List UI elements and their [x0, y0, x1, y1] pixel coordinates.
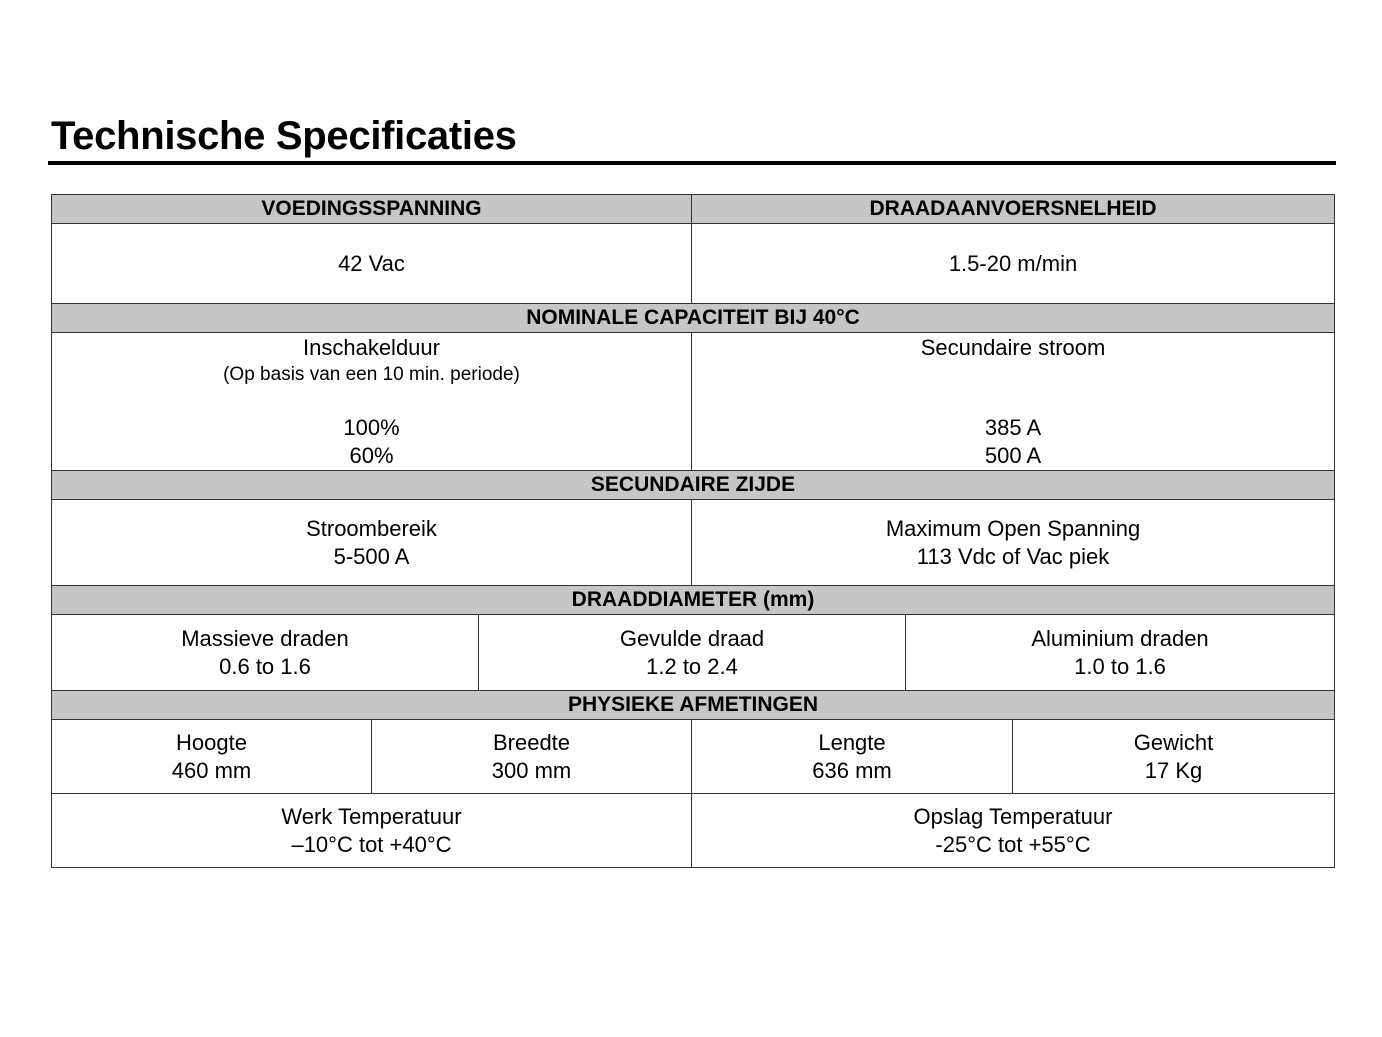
- page-title: Technische Specificaties: [51, 114, 517, 158]
- width-cell: [372, 720, 692, 794]
- secondary-header-row: [52, 471, 1335, 500]
- secondary-current-label: Secundaire stroom: [920, 335, 1106, 360]
- speed-value: 1.5-20 m/min: [692, 224, 1335, 304]
- voltage-value: 42 Vac: [52, 224, 692, 304]
- wire-value: 1.2 to 2.4: [646, 653, 738, 679]
- storage-temperature-value: -25°C tot +55°C: [935, 831, 1091, 857]
- wire-value: 0.6 to 1.6: [219, 653, 311, 679]
- open-voltage-cell: [692, 500, 1335, 586]
- duty-cycle-value: 100%: [343, 415, 400, 440]
- dimension-value: 17 Kg: [1144, 757, 1203, 783]
- secondary-values-row: [52, 500, 1335, 586]
- dimension-label: Gewicht: [1133, 729, 1214, 755]
- title-divider: [48, 161, 1336, 165]
- length-cell: [692, 720, 1013, 794]
- wire-header-row: [52, 586, 1335, 615]
- dimension-label: Lengte: [818, 729, 886, 755]
- wire-label: Gevulde draad: [619, 625, 765, 651]
- wire-value: 1.0 to 1.6: [1074, 653, 1166, 679]
- dimension-label: Hoogte: [176, 729, 247, 755]
- secondary-current-value: 500 A: [984, 443, 1042, 468]
- capacity-header: NOMINALE CAPACITEIT BIJ 40°C: [52, 304, 1335, 333]
- wire-values-row: [52, 615, 1335, 691]
- current-range-cell: [52, 500, 692, 586]
- supply-header-row: [52, 195, 1335, 224]
- dimensions-header: PHYSIEKE AFMETINGEN: [52, 691, 1335, 720]
- supply-values-row: [52, 224, 1335, 304]
- current-range-value: 5-500 A: [333, 543, 410, 569]
- temperature-values-row: [52, 794, 1335, 868]
- secondary-header: SECUNDAIRE ZIJDE: [52, 471, 1335, 500]
- dimensions-values-row: [52, 720, 1335, 794]
- work-temperature-cell: [52, 794, 692, 868]
- dimension-value: 300 mm: [491, 757, 572, 783]
- duty-cycle-value: 60%: [349, 443, 394, 468]
- storage-temperature-cell: [692, 794, 1335, 868]
- height-cell: [52, 720, 372, 794]
- dimension-value: 460 mm: [171, 757, 252, 783]
- weight-cell: [1013, 720, 1335, 794]
- work-temperature-label: Werk Temperatuur: [281, 803, 462, 829]
- secondary-current-value: 385 A: [984, 415, 1042, 440]
- wire-label: Aluminium draden: [1031, 625, 1209, 651]
- dimension-value: 636 mm: [812, 757, 892, 783]
- solid-wire-cell: [52, 615, 479, 691]
- dimension-label: Breedte: [492, 729, 571, 755]
- speed-header: DRAADAANVOERSNELHEID: [692, 195, 1335, 224]
- current-range-label: Stroombereik: [306, 515, 437, 541]
- open-voltage-label: Maximum Open Spanning: [885, 515, 1141, 541]
- work-temperature-value: –10°C tot +40°C: [291, 831, 452, 857]
- wire-label: Massieve draden: [181, 625, 349, 651]
- secondary-current-cell: [692, 333, 1335, 471]
- dimensions-header-row: [52, 691, 1335, 720]
- capacity-values-row: [52, 333, 1335, 471]
- voltage-header: VOEDINGSSPANNING: [52, 195, 692, 224]
- duty-cycle-label: Inschakelduur: [303, 335, 440, 360]
- open-voltage-value: 113 Vdc of Vac piek: [916, 543, 1110, 569]
- duty-cycle-note: (Op basis van een 10 min. periode): [223, 364, 520, 385]
- aluminium-wire-cell: [906, 615, 1335, 691]
- storage-temperature-label: Opslag Temperatuur: [913, 803, 1113, 829]
- duty-cycle-cell: [52, 333, 692, 471]
- cored-wire-cell: [479, 615, 906, 691]
- capacity-header-row: [52, 304, 1335, 333]
- wire-diameter-header: DRAADDIAMETER (mm): [52, 586, 1335, 615]
- spec-table: [51, 194, 1335, 868]
